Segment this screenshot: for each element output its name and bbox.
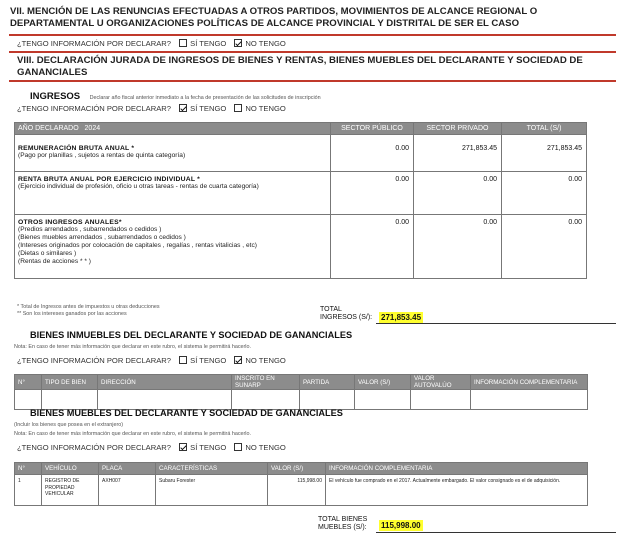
ingresos-question: ¿TENGO INFORMACIÓN POR DECLARAR? (17, 104, 171, 113)
col-header: TIPO DE BIEN (42, 375, 98, 390)
table-row (15, 215, 587, 279)
muebles-table (14, 462, 588, 506)
total-value: 0.00 (502, 172, 587, 215)
total-label-line1: TOTAL (320, 306, 342, 313)
section-7-title-line1: VII. MENCIÓN DE LAS RENUNCIAS EFECTUADAS A OTROS PARTIDOS, MOVIMIENTOS DE ALCANCE REGIONAL O (10, 6, 538, 17)
muebles-question-row (17, 443, 286, 452)
ingresos-table (14, 122, 587, 279)
row-sub: (Intereses originados por colocación de capitales , regalías , rentas vitalicias , etc) (18, 242, 257, 249)
ingresos-heading (30, 86, 321, 104)
ingresos-title: INGRESOS (30, 91, 81, 102)
muebles-question: ¿TENGO INFORMACIÓN POR DECLARAR? (17, 443, 171, 452)
col-header: VEHÍCULO (42, 463, 99, 475)
public-value: 0.00 (331, 215, 414, 279)
footnote-2: ** Son los intereses ganados por las acciones (17, 311, 127, 317)
section-8-title-line2: GANANCIALES (17, 66, 88, 78)
row-sub: (Predios arrendados , subarrendados o cedidos ) (18, 226, 162, 233)
total-muebles-label-line2: MUEBLES (S/): (318, 524, 367, 531)
footnote-1: * Total de Ingresos antes de impuestos u otras deducciones (17, 304, 160, 310)
ingresos-question-row (17, 104, 286, 113)
col-header: INFORMACIÓN COMPLEMENTARIA (471, 375, 588, 390)
sec7-no-checkbox[interactable] (234, 39, 242, 47)
table-row (15, 475, 588, 506)
vehicle-type-line3: VEHICULAR (45, 491, 74, 497)
sec7-yes-checkbox[interactable] (179, 39, 187, 47)
col-header: INSCRITO EN SUNARP (232, 375, 300, 390)
total-value: 0.00 (502, 215, 587, 279)
total-label-line2: INGRESOS (S/): (320, 314, 373, 321)
private-value: 271,853.45 (414, 135, 502, 172)
vehicle-value: 115,998.00 (268, 475, 326, 506)
ingresos-yes-checkbox[interactable] (179, 104, 187, 112)
row-label: REMUNERACIÓN BRUTA ANUAL * (18, 145, 135, 152)
muebles-no-label: NO TENGO (245, 443, 286, 452)
col-header: PARTIDA (300, 375, 355, 390)
sec7-question-row (17, 39, 286, 48)
total-muebles-value (379, 521, 423, 530)
muebles-note-1: (Incluir los bienes que posea en el extranjero) (14, 422, 124, 428)
public-value: 0.00 (331, 135, 414, 172)
row-label: RENTA BRUTA ANUAL POR EJERCICIO INDIVIDUAL * (18, 176, 201, 183)
year-value: 2024 (84, 125, 101, 132)
row-sub: (Pago por planillas , sujetos a rentas de quinta categoría) (18, 152, 186, 159)
private-value: 0.00 (414, 172, 502, 215)
inmuebles-title: BIENES INMUEBLES DEL DECLARANTE Y SOCIEDAD DE GANANCIALES (30, 330, 353, 340)
row-sub: (Bienes muebles arrendados , subarrendados o cedidos ) (18, 234, 186, 241)
sec7-no-label: NO TENGO (245, 39, 286, 48)
section-divider (9, 34, 616, 36)
row-label: OTROS INGRESOS ANUALES* (18, 219, 122, 226)
col-header: N° (15, 375, 42, 390)
year-header-cell (15, 123, 331, 135)
vehicle-number: 1 (15, 475, 42, 506)
total-ingresos-amount: 271,853.45 (381, 313, 422, 322)
col-header: VALOR (S/) (355, 375, 411, 390)
muebles-note-2: Nota: En caso de tener más información que declarar en este rubro, el sistema le permitirá hacerlo. (14, 431, 252, 437)
section-7-title-line2: DEPARTAMENTAL U ORGANIZACIONES POLÍTICAS DE ALCANCE PROVINCIAL Y DISTRITAL DE SER EL CASO (10, 17, 520, 29)
public-value: 0.00 (331, 172, 414, 215)
col-header: VALOR AUTOVALÚO (411, 375, 471, 390)
ingresos-no-label: NO TENGO (245, 104, 286, 113)
section-7-title (10, 6, 630, 29)
vehicle-type-line2: PROPIEDAD (45, 484, 75, 491)
vehicle-features: Subaru Forester (156, 475, 268, 506)
muebles-yes-label: SÍ TENGO (190, 443, 227, 452)
inmuebles-question: ¿TENGO INFORMACIÓN POR DECLARAR? (17, 356, 171, 365)
row-sub: (Dietas o similares ) (18, 250, 77, 257)
private-value: 0.00 (414, 215, 502, 279)
total-muebles-underline (376, 532, 616, 533)
ingresos-no-checkbox[interactable] (234, 104, 242, 112)
inmuebles-note: Nota: En caso de tener más información que declarar en este rubro, el sistema le permitirá hacerlo. (14, 344, 252, 350)
col-total-header: TOTAL (S/) (502, 123, 587, 135)
col-header: CARACTERÍSTICAS (156, 463, 268, 475)
vehicle-type-line1: REGISTRO DE (45, 478, 80, 484)
section-divider (9, 80, 616, 82)
total-underline (376, 323, 616, 324)
ingresos-note: Declarar año fiscal anterior inmediato a la fecha de presentación de las solicitudes de inscripción (89, 95, 321, 101)
row-sub: (Rentas de acciones * * ) (18, 258, 91, 265)
inmuebles-yes-label: SÍ TENGO (190, 356, 227, 365)
total-muebles-label (318, 516, 367, 532)
section-divider (9, 51, 616, 53)
table-row (15, 390, 588, 410)
total-muebles-label-line1: TOTAL BIENES (318, 516, 368, 523)
muebles-yes-checkbox[interactable] (179, 443, 187, 451)
inmuebles-question-row (17, 356, 286, 365)
section-8-title (17, 55, 627, 78)
inmuebles-yes-checkbox[interactable] (179, 356, 187, 364)
table-row (15, 172, 587, 215)
row-sub: (Ejercicio individual de profesión, oficio u otras tareas - rentas de cuarta categoría) (18, 183, 259, 190)
total-muebles-amount: 115,998.00 (381, 521, 421, 530)
col-header: VALOR (S/) (268, 463, 326, 475)
inmuebles-table (14, 374, 588, 410)
ingresos-yes-label: SÍ TENGO (190, 104, 227, 113)
col-header: INFORMACIÓN COMPLEMENTARIA (326, 463, 588, 475)
sec7-yes-label: SÍ TENGO (190, 39, 227, 48)
col-private-header: SECTOR PRIVADO (414, 123, 502, 135)
col-public-header: SECTOR PÚBLICO (331, 123, 414, 135)
col-header: PLACA (99, 463, 156, 475)
inmuebles-no-checkbox[interactable] (234, 356, 242, 364)
vehicle-info: El vehículo fue comprado en el 2017. Actualmente embargado. El valor consignado es el de adquisición. (326, 475, 588, 506)
year-label: AÑO DECLARADO (18, 125, 79, 132)
total-ingresos-label (320, 306, 372, 322)
col-header: DIRECCIÓN (98, 375, 232, 390)
total-value: 271,853.45 (502, 135, 587, 172)
col-header: N° (15, 463, 42, 475)
inmuebles-no-label: NO TENGO (245, 356, 286, 365)
sec7-question: ¿TENGO INFORMACIÓN POR DECLARAR? (17, 39, 171, 48)
total-ingresos-value (379, 313, 423, 322)
vehicle-plate: AXH007 (99, 475, 156, 506)
muebles-no-checkbox[interactable] (234, 443, 242, 451)
table-row (15, 135, 587, 172)
vehicle-type (42, 475, 99, 506)
section-8-title-line1: VIII. DECLARACIÓN JURADA DE INGRESOS DE BIENES Y RENTAS, BIENES MUEBLES DEL DECLARANTE Y SOCIEDAD DE (17, 55, 583, 66)
muebles-title: BIENES MUEBLES DEL DECLARANTE Y SOCIEDAD DE GANANCIALES (30, 408, 343, 418)
